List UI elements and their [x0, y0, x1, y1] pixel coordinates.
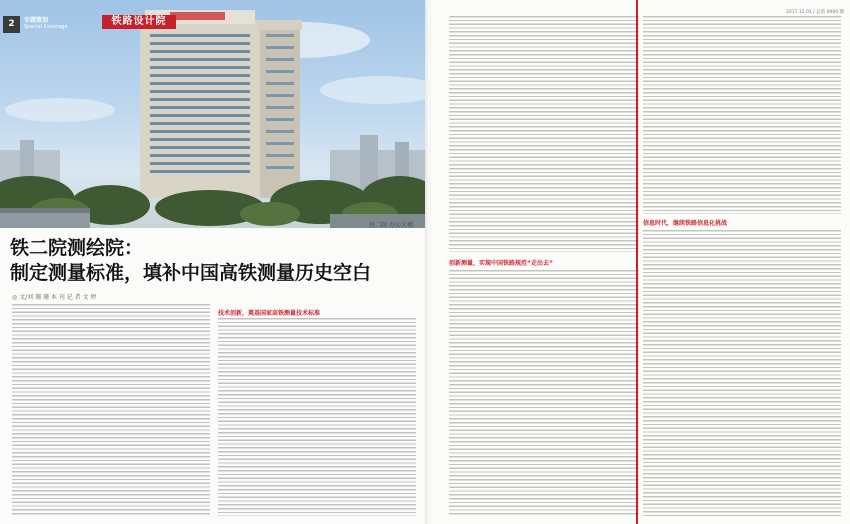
- body-text: [449, 270, 639, 516]
- right-page: [431, 0, 850, 524]
- body-text: [643, 16, 841, 214]
- body-text: [218, 318, 416, 516]
- column-name-en: Special Coverage: [24, 24, 68, 30]
- column-name: 专题策划: [24, 17, 49, 24]
- section-heading-2: 创新测量，实现中国铁路规范“走出去”: [449, 260, 553, 267]
- body-text: [643, 230, 841, 516]
- article-headline: [10, 236, 420, 286]
- accent-rule: [636, 0, 638, 524]
- text-column-6: [643, 230, 841, 516]
- text-column-5: [643, 16, 841, 214]
- headline-line-1: 铁二院测绘院：: [10, 237, 144, 259]
- issue-date: 2017.12.01 / 总第 0000 期: [786, 10, 844, 15]
- building-photo: [0, 0, 427, 228]
- headline-line-2: 制定测量标准，填补中国高铁测量历史空白: [10, 262, 372, 284]
- section-heading-3: 信息时代，继续铁路信息化挑战: [643, 220, 728, 227]
- text-column-3: [449, 16, 639, 252]
- text-column-4: [449, 270, 639, 516]
- byline: ◎ 文/刘 珊 珊 本 刊 记 者 文 婷: [12, 294, 97, 301]
- building-illustration: [0, 0, 427, 228]
- column-title: 铁路设计院: [102, 15, 176, 29]
- column-badge: 2: [3, 16, 20, 33]
- body-text: [12, 304, 210, 516]
- text-column-2: [218, 318, 416, 516]
- body-text: [449, 16, 639, 252]
- text-column-1: [12, 304, 210, 516]
- photo-caption: 铁二院 办公大楼: [369, 222, 413, 229]
- section-heading-1: 技术创新，奠基国家高铁测量技术标准: [218, 310, 321, 317]
